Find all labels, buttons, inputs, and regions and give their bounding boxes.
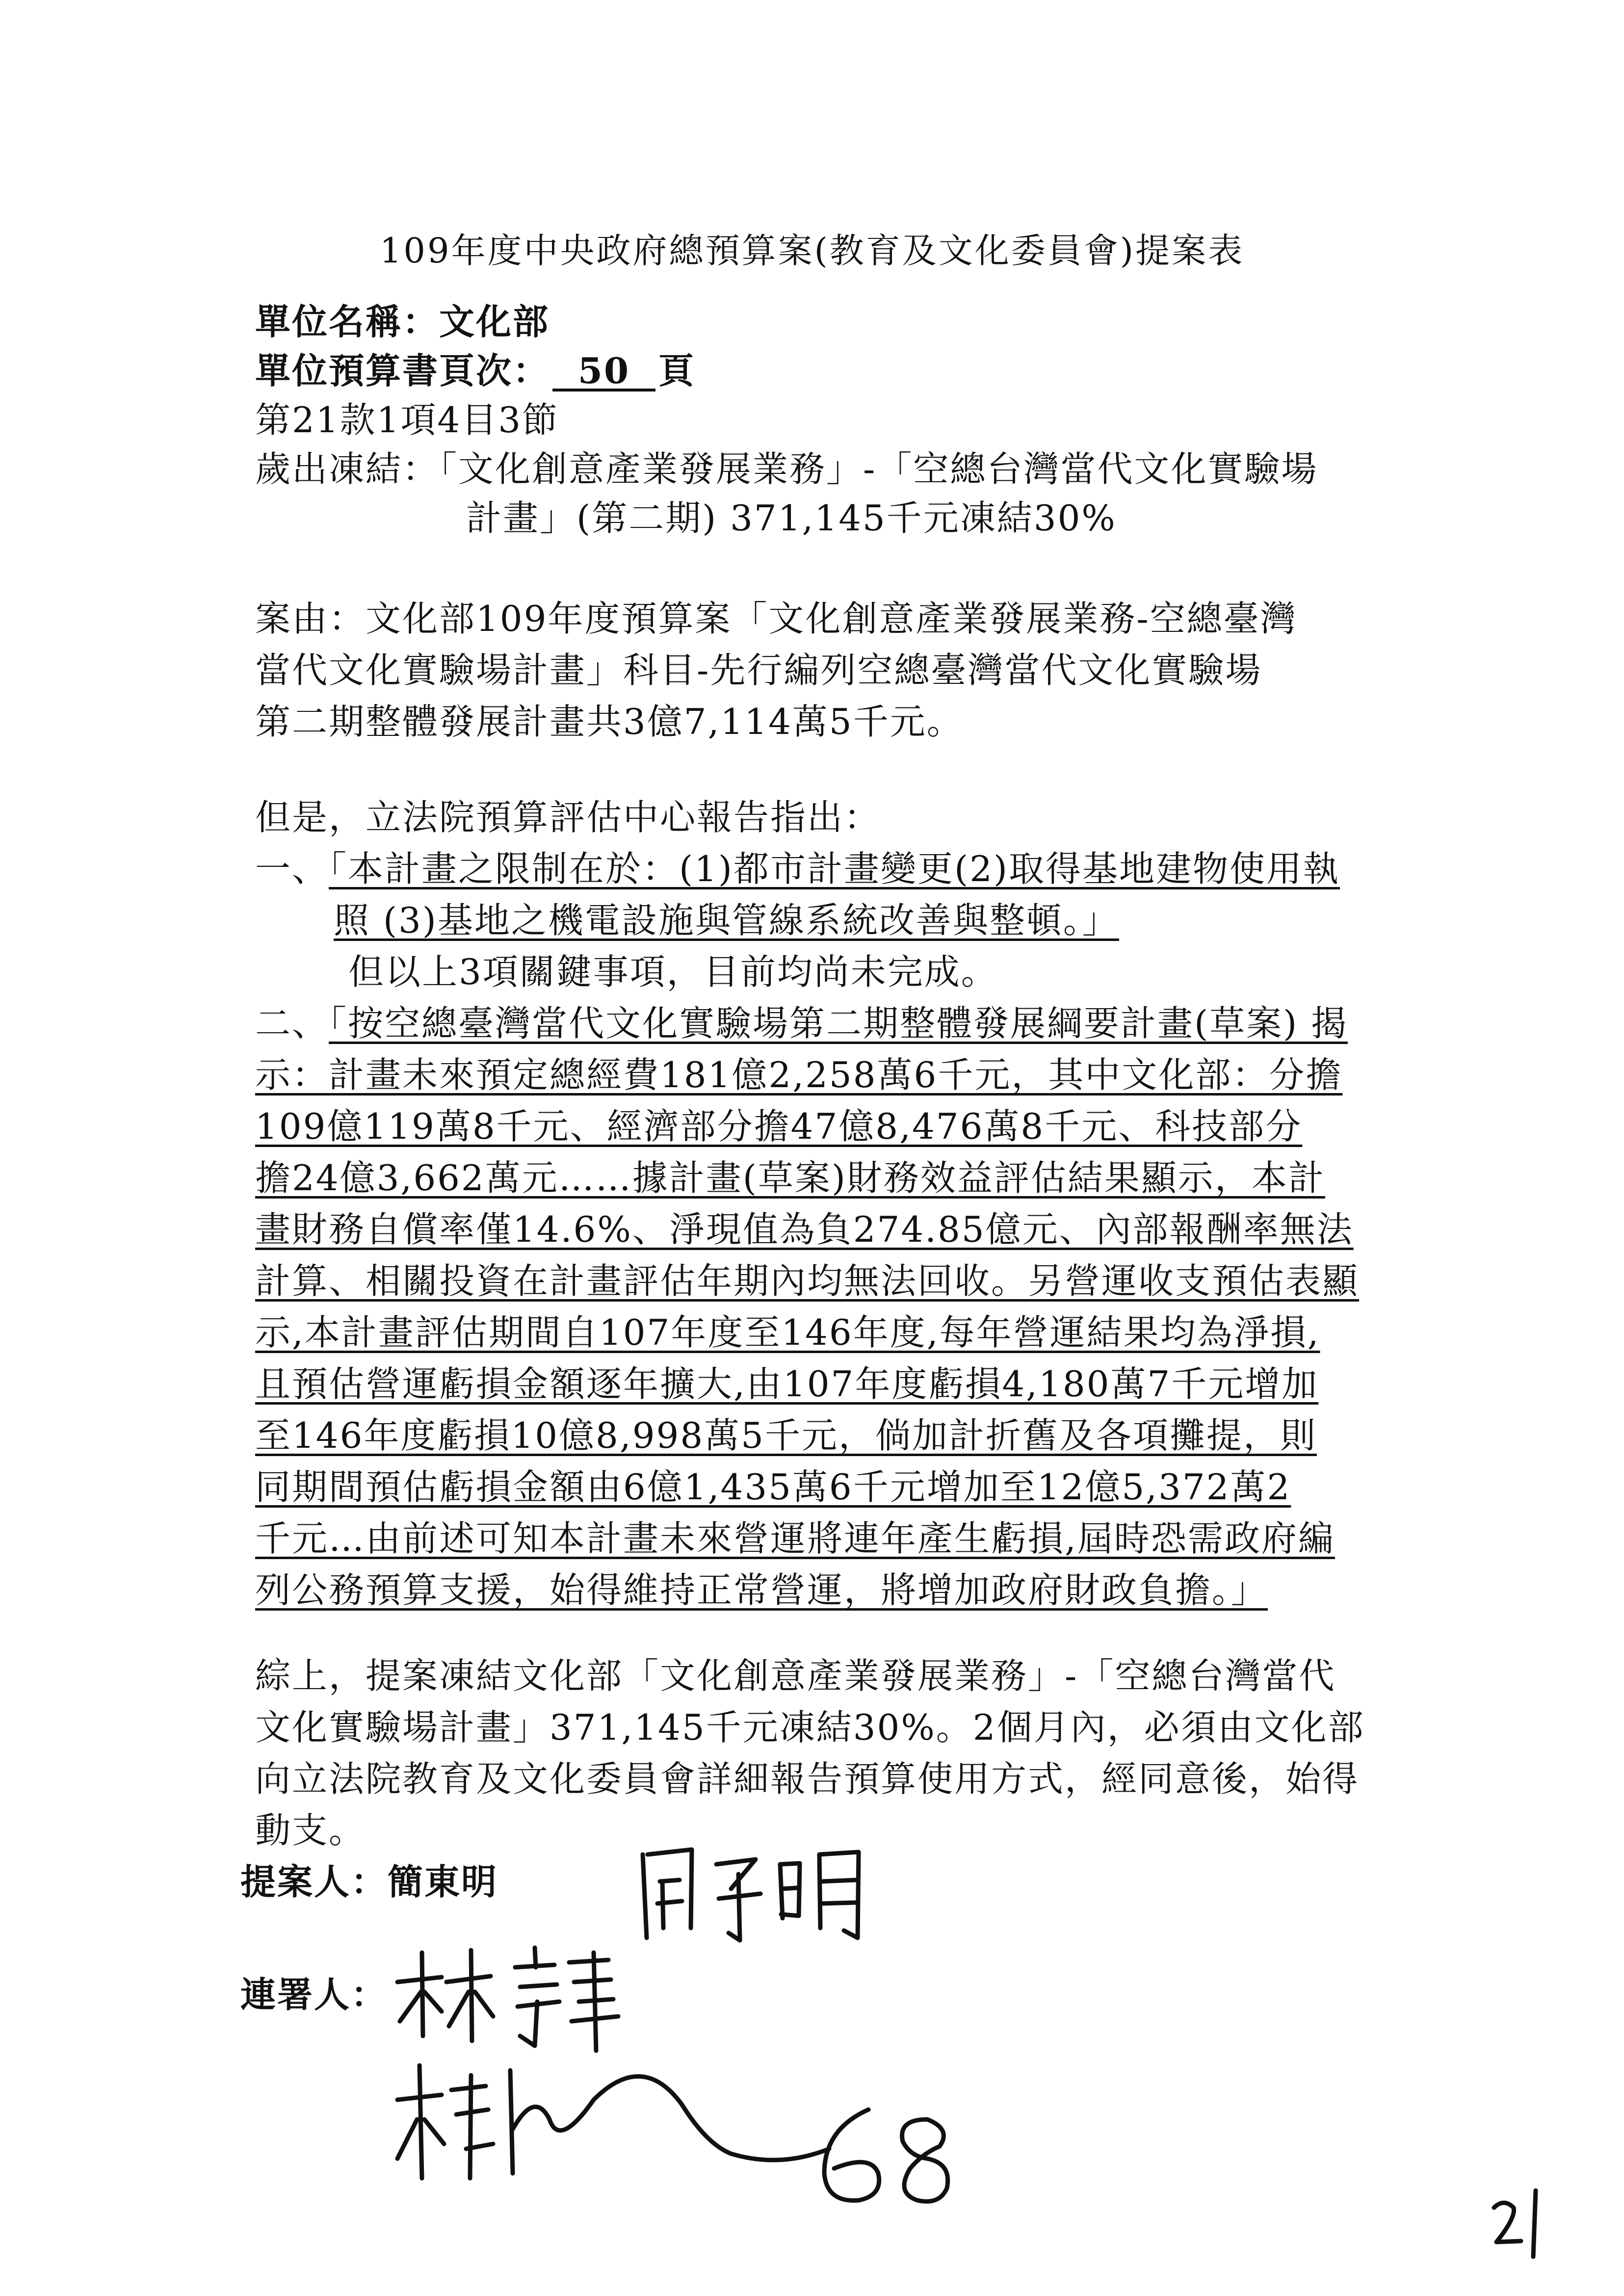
item-2-line: 列公務預算支援，始得維持正常營運，將增加政府財政負擔。」 xyxy=(255,1569,1268,1611)
cosigner-label: 連署人： xyxy=(240,1974,388,2015)
item-2-line-1 xyxy=(255,1003,1348,1044)
item-1-prefix: 一、 xyxy=(255,848,329,889)
item-2-line: 擔24億3,662萬元……據計畫(草案)財務效益評估結果顯示，本計 xyxy=(255,1157,1325,1199)
item-1-line-1 xyxy=(255,848,1340,889)
item-2-line: 千元…由前述可知本計畫未來營運將連年產生虧損,屆時恐需政府編 xyxy=(255,1518,1335,1559)
conclusion-line: 綜上，提案凍結文化部「文化創意產業發展業務」-「空總台灣當代 xyxy=(255,1655,1336,1696)
conclusion-line: 向立法院教育及文化委員會詳細報告預算使用方式，經同意後，始得 xyxy=(255,1758,1360,1800)
item-2-quote-start: 「按空總臺灣當代文化實驗場第二期整體發展綱要計畫(草案) 揭 xyxy=(329,1003,1348,1044)
item-2-line: 示：計畫未來預定總經費181億2,258萬6千元，其中文化部：分擔 xyxy=(255,1054,1343,1096)
item-2-line: 畫財務自償率僅14.6%、淨現值為負274.85億元、內部報酬率無法 xyxy=(255,1209,1354,1250)
item-1-quote-start: 「本計畫之限制在於：(1)都市計畫變更(2)取得基地建物使用執 xyxy=(329,848,1340,889)
conclusion-line: 文化實驗場計畫」371,145千元凍結30%。2個月內，必須由文化部 xyxy=(255,1707,1365,1748)
report-intro: 但是，立法院預算評估中心報告指出： xyxy=(255,797,881,838)
budget-page-label: 單位預算書頁次： xyxy=(255,350,550,391)
budget-section: 第21款1項4目3節 xyxy=(255,399,559,441)
budget-page-suffix: 頁 xyxy=(658,350,696,391)
handwritten-number xyxy=(805,2100,967,2213)
proposer-label: 提案人：簡東明 xyxy=(240,1861,498,1903)
freeze-line-2: 計畫」(第二期) 371,145千元凍結30% xyxy=(466,497,1117,539)
budget-page xyxy=(255,350,696,391)
item-2-prefix: 二、 xyxy=(255,1003,329,1044)
item-2-line: 至146年度虧損10億8,998萬5千元，倘加計折舊及各項攤提，則 xyxy=(255,1415,1317,1456)
item-1-note: 但以上3項關鍵事項，目前均尚未完成。 xyxy=(348,951,998,992)
item-2-line: 示,本計畫評估期間自107年度至146年度,每年營運結果均為淨損, xyxy=(255,1312,1320,1353)
item-2-line: 且預估營運虧損金額逐年擴大,由107年度虧損4,180萬7千元增加 xyxy=(255,1363,1319,1405)
unit-name: 單位名稱：文化部 xyxy=(255,301,550,342)
budget-page-number: 50 xyxy=(552,353,655,391)
item-2-line: 同期間預估虧損金額由6億1,435萬6千元增加至12億5,372萬2 xyxy=(255,1466,1291,1508)
reason-line: 第二期整體發展計畫共3億7,114萬5千元。 xyxy=(255,701,964,742)
proposer-signature xyxy=(633,1835,898,1948)
document-title: 109年度中央政府總預算案(教育及文化委員會)提案表 xyxy=(379,231,1245,271)
reason-line: 案由：文化部109年度預算案「文化創意產業發展業務-空總臺灣 xyxy=(255,598,1297,639)
item-2-line: 109億119萬8千元、經濟部分擔47億8,476萬8千元、科技部分 xyxy=(255,1106,1303,1147)
conclusion-line: 動支。 xyxy=(255,1810,366,1851)
item-2-line: 計算、相關投資在計畫評估年期內均無法回收。另營運收支預估表顯 xyxy=(255,1260,1360,1302)
page-mark xyxy=(1487,2178,1555,2262)
reason-line: 當代文化實驗場計畫」科目-先行編列空總臺灣當代文化實驗場 xyxy=(255,650,1262,691)
item-1-line-2: 照 (3)基地之機電設施與管線系統改善與整頓。」 xyxy=(334,900,1119,941)
freeze-line-1: 歲出凍結：「文化創意產業發展業務」-「空總台灣當代文化實驗場 xyxy=(255,448,1318,490)
